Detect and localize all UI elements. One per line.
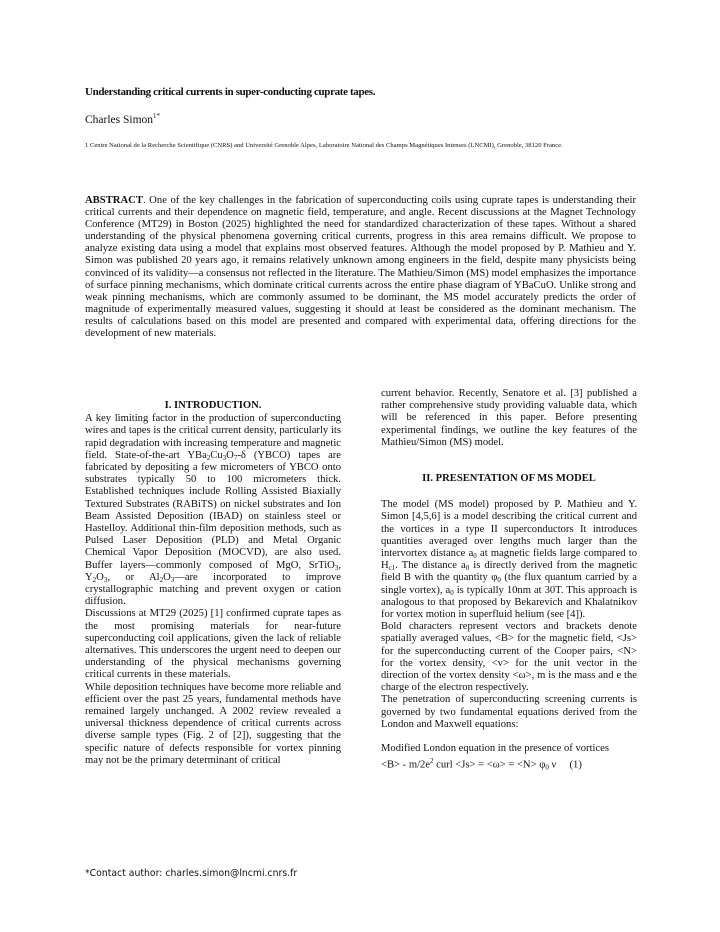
abstract-text: . One of the key challenges in the fabrication of superconducting coils using cuprate tapes is understanding their critical currents and their dependence on magnetic field, temperature, and angle. Recent discussions at the Magnet Technology Conference (MT29) in Boston (2025) highlighted the need for standardized characterization of these tapes. Without a shared understanding of the physical phenomena governing critical currents, progress in this area remains difficult. We propose to analyze existing data using a model that explains most observed features. Although the model proposed by P. Mathieu and Y. Simon was published 20 years ago, it remains relatively unknown among engineers in the field, despite many physicists being convinced of its validity—a consensus not reflected in the literature. The Mathieu/Simon (MS) model emphasizes the importance of surface pinning mechanisms, which dominate critical currents across the entire phase diagram of YBaCuO. Unlike strong and weak pinning mechanisms, which are commonly assumed to be dominant, the MS model accurately predicts the order of magnitude of experimentally measured values, suggesting it should at least be considered as the dominant mechanism. The results of calculations based on this model are presented and compared with experimental data, offering directions for the development of new materials. bbox=[85, 195, 636, 340]
ms-paragraph-3: The penetration of superconducting screening currents is governed by two fundamental equations derived from the London and Maxwell equations: bbox=[381, 694, 637, 730]
abstract bbox=[85, 195, 636, 340]
equation-1: $<B> - m/2e^2$ curl $<Js> = <\omega> = <N> \varphi_0$ ν (1) bbox=[381, 757, 582, 772]
intro-paragraph-1: A key limiting factor in the production of superconducting wires and tapes is the critical current density, particularly its rapid degradation with increasing temperature and magnetic field. State-of-the-art $YBa_2Cu_3O_7-\delta$ (YBCO) tapes are fabricated by depositing a few micrometers of YBCO onto substrates typically 50 to 100 micrometers thick. Established techniques include Rolling Assisted Biaxially Textured Substrates (RABiTS) on nickel substrates and Ion Beam Assisted Deposition (IBAD) on stainless steel or Hastelloy. Additional thin-film deposition methods, such as Pulsed Laser Deposition (PLD) and Metal Organic Chemical Vapor Deposition (MOCVD), are also used. Buffer layers—commonly composed of MgO, SrTiO$_3$, $Y_2O_3$, or $Al_2O_3—are$ incorporated to improve crystallographic matching and prevent oxygen or cation diffusion. bbox=[85, 413, 341, 608]
paper-title: Understanding critical currents in super-conducting cuprate tapes. bbox=[85, 86, 376, 98]
ms-paragraph-1: The model (MS model) proposed by P. Mathieu and Y. Simon [4,5,6] is a model describing the critical current and the vortices in a type II superconductors It introduces quantities averaged over lengths much larger than the intervortex distance $a_0$ at magnetic fields large compared to $H_{c1}$. The distance $a_0$ is directly derived from the magnetic field B with the quantity $\varphi_0$ (the flux quantum carried by a single vortex), $a_0$ is typically 10nm at 30T. This approach is analogous to that proposed by Bekarevich and Khalatnikov for vortex motion in superfluid helium (see [4]). bbox=[381, 499, 638, 621]
intro-paragraph-3: While deposition techniques have become more reliable and efficient over the past 25 years, fundamental methods have remained largely unchanged. A 2002 review revealed a universal thickness dependence of critical currents across diverse sample types (Fig. 2 of [2]), suggesting that the specific nature of defects responsible for vortex pinning may not be the primary determinant of critical bbox=[85, 681, 341, 766]
ms-paragraph-2: Bold characters represent vectors and brackets denote spatially averaged values, <B> for the magnetic field, <Js> for the superconducting current of the Cooper pairs, <N> for the vortex density, <v> for the unit vector in the direction of the vortex density <ω>, m is the mass and e the charge of the electron respectively. bbox=[381, 621, 637, 694]
affiliation: 1 Centre National de la Recherche Scientifique (CNRS) and Université Grenoble Alpes, Laboratoire National des Champs Magnétiques Intenses (LNCMI), Grenoble, 38120 France. bbox=[85, 142, 563, 149]
intro-paragraph-2: Discussions at MT29 (2025) [1] confirmed cuprate tapes as the most promising materials for near-future superconducting coil applications, given the lack of reliable alternatives. This underscores the urgent need to deepen our understanding of the physical mechanisms governing critical currents in these materials. bbox=[85, 608, 341, 681]
contact-footnote: *Contact author: charles.simon@lncmi.cnrs.fr bbox=[85, 868, 298, 879]
author-marks: 1* bbox=[153, 112, 161, 120]
section-heading-introduction: I. INTRODUCTION. bbox=[164, 400, 262, 411]
section-heading-ms-model: II. PRESENTATION OF MS MODEL bbox=[422, 473, 596, 485]
left-column bbox=[85, 400, 341, 767]
intro-paragraph-4: current behavior. Recently, Senatore et al. [3] published a rather comprehensive study providing valuable data, which will be referenced in this paper. Before presenting experimental findings, we outline the key features of the Mathieu/Simon (MS) model. bbox=[381, 388, 637, 448]
author-name: Charles Simon bbox=[85, 114, 154, 126]
abstract-label: ABSTRACT bbox=[85, 195, 143, 206]
ms-paragraph-4: Modified London equation in the presence of vortices bbox=[381, 743, 609, 755]
right-column bbox=[381, 388, 637, 772]
author-line bbox=[85, 112, 160, 126]
